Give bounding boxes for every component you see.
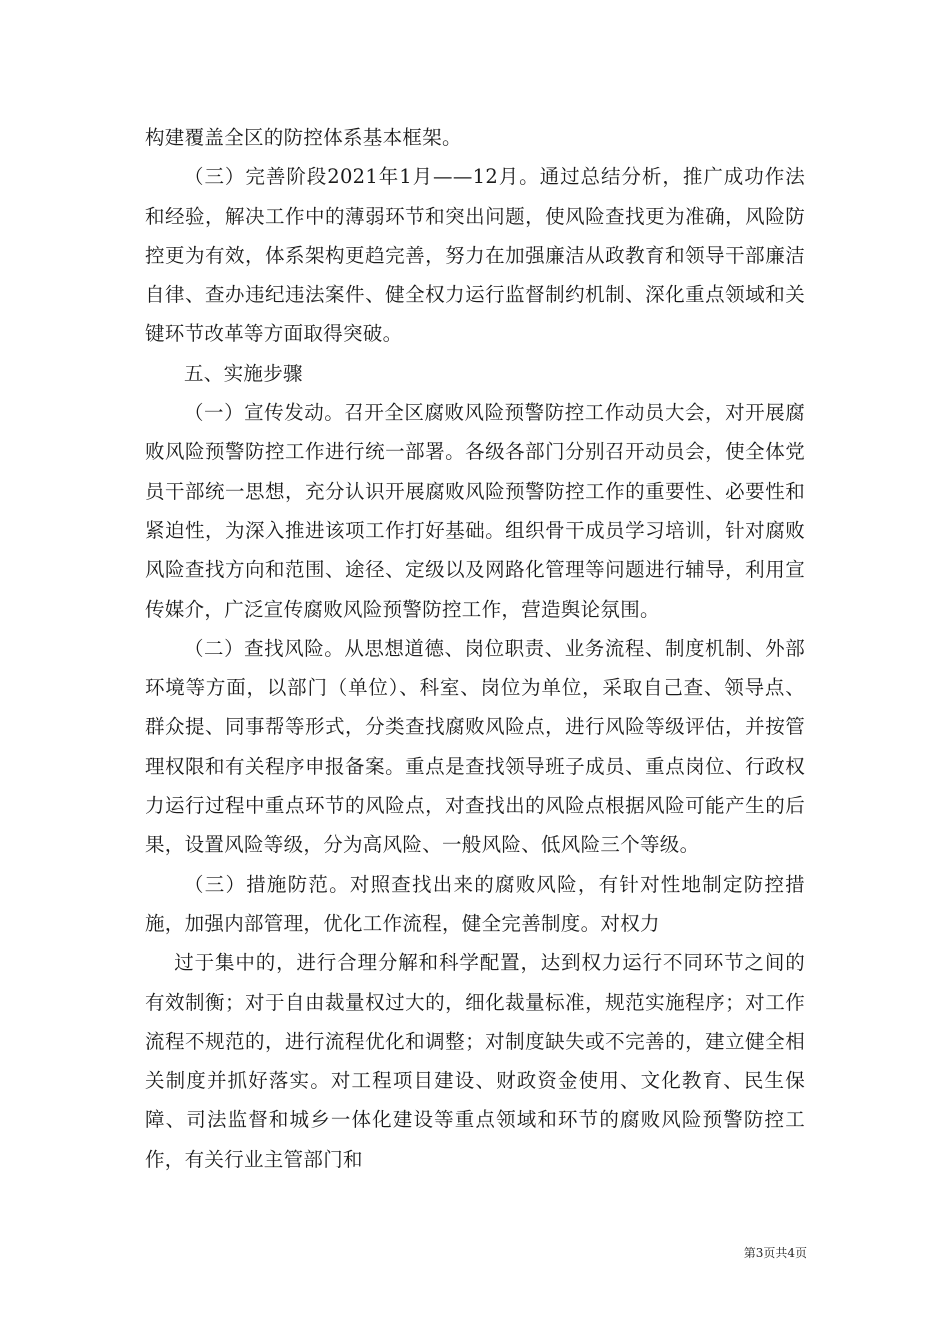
- paragraph-prevention: （三）措施防范。对照查找出来的腐败风险，有针对性地制定防控措施，加强内部管理，优化工作流程，健全完善制度。对权力: [145, 872, 805, 935]
- paragraph-prevention-continued: 过于集中的，进行合理分解和科学配置，达到权力运行不同环节之间的有效制衡；对于自由裁量权过大的，细化裁量标准，规范实施程序；对工作流程不规范的，进行流程优化和调整；对制度缺失或不完善的，建立健全相关制度并抓好落实。对工程项目建设、财政资金使用、文化教育、民生保障、司法监督和城乡一体化建设等重点领域和环节的腐败风险预警防控工作，有关行业主管部门和: [145, 951, 805, 1171]
- page-number: 第3页共4页: [743, 1246, 807, 1260]
- section-heading-steps: 五、实施步骤: [184, 361, 303, 385]
- paragraph-find-risks: （二）查找风险。从思想道德、岗位职责、业务流程、制度机制、外部环境等方面，以部门（单位）、科室、岗位为单位，采取自己查、领导点、群众提、同事帮等形式，分类查找腐败风险点，进行风险等级评估，并按管理权限和有关程序申报备案。重点是查找领导班子成员、重点岗位、行政权力运行过程中重点环节的风险点，对查找出的风险点根据风险可能产生的后果，设置风险等级，分为高风险、一般风险、低风险三个等级。: [145, 636, 805, 857]
- paragraph-stage-three: （三）完善阶段2021年1月——12月。通过总结分析，推广成功作法和经验，解决工作中的薄弱环节和突出问题，使风险查找更为准确，风险防控更为有效，体系架构更趋完善，努力在加强廉洁从政教育和领导干部廉洁自律、查办违纪违法案件、健全权力运行监督制约机制、深化重点领域和关键环节改革等方面取得突破。: [145, 165, 805, 346]
- paragraph-framework: 构建覆盖全区的防控体系基本框架。: [145, 126, 462, 149]
- paragraph-publicity: （一）宣传发动。召开全区腐败风险预警防控工作动员大会，对开展腐败风险预警防控工作进行统一部署。各级各部门分别召开动员会，使全体党员干部统一思想，充分认识开展腐败风险预警防控工作的重要性、必要性和紧迫性，为深入推进该项工作打好基础。组织骨干成员学习培训，针对腐败风险查找方向和范围、途径、定级以及网路化管理等问题进行辅导，利用宣传媒介，广泛宣传腐败风险预警防控工作，营造舆论氛围。: [145, 401, 805, 621]
- document-body: [145, 118, 805, 1179]
